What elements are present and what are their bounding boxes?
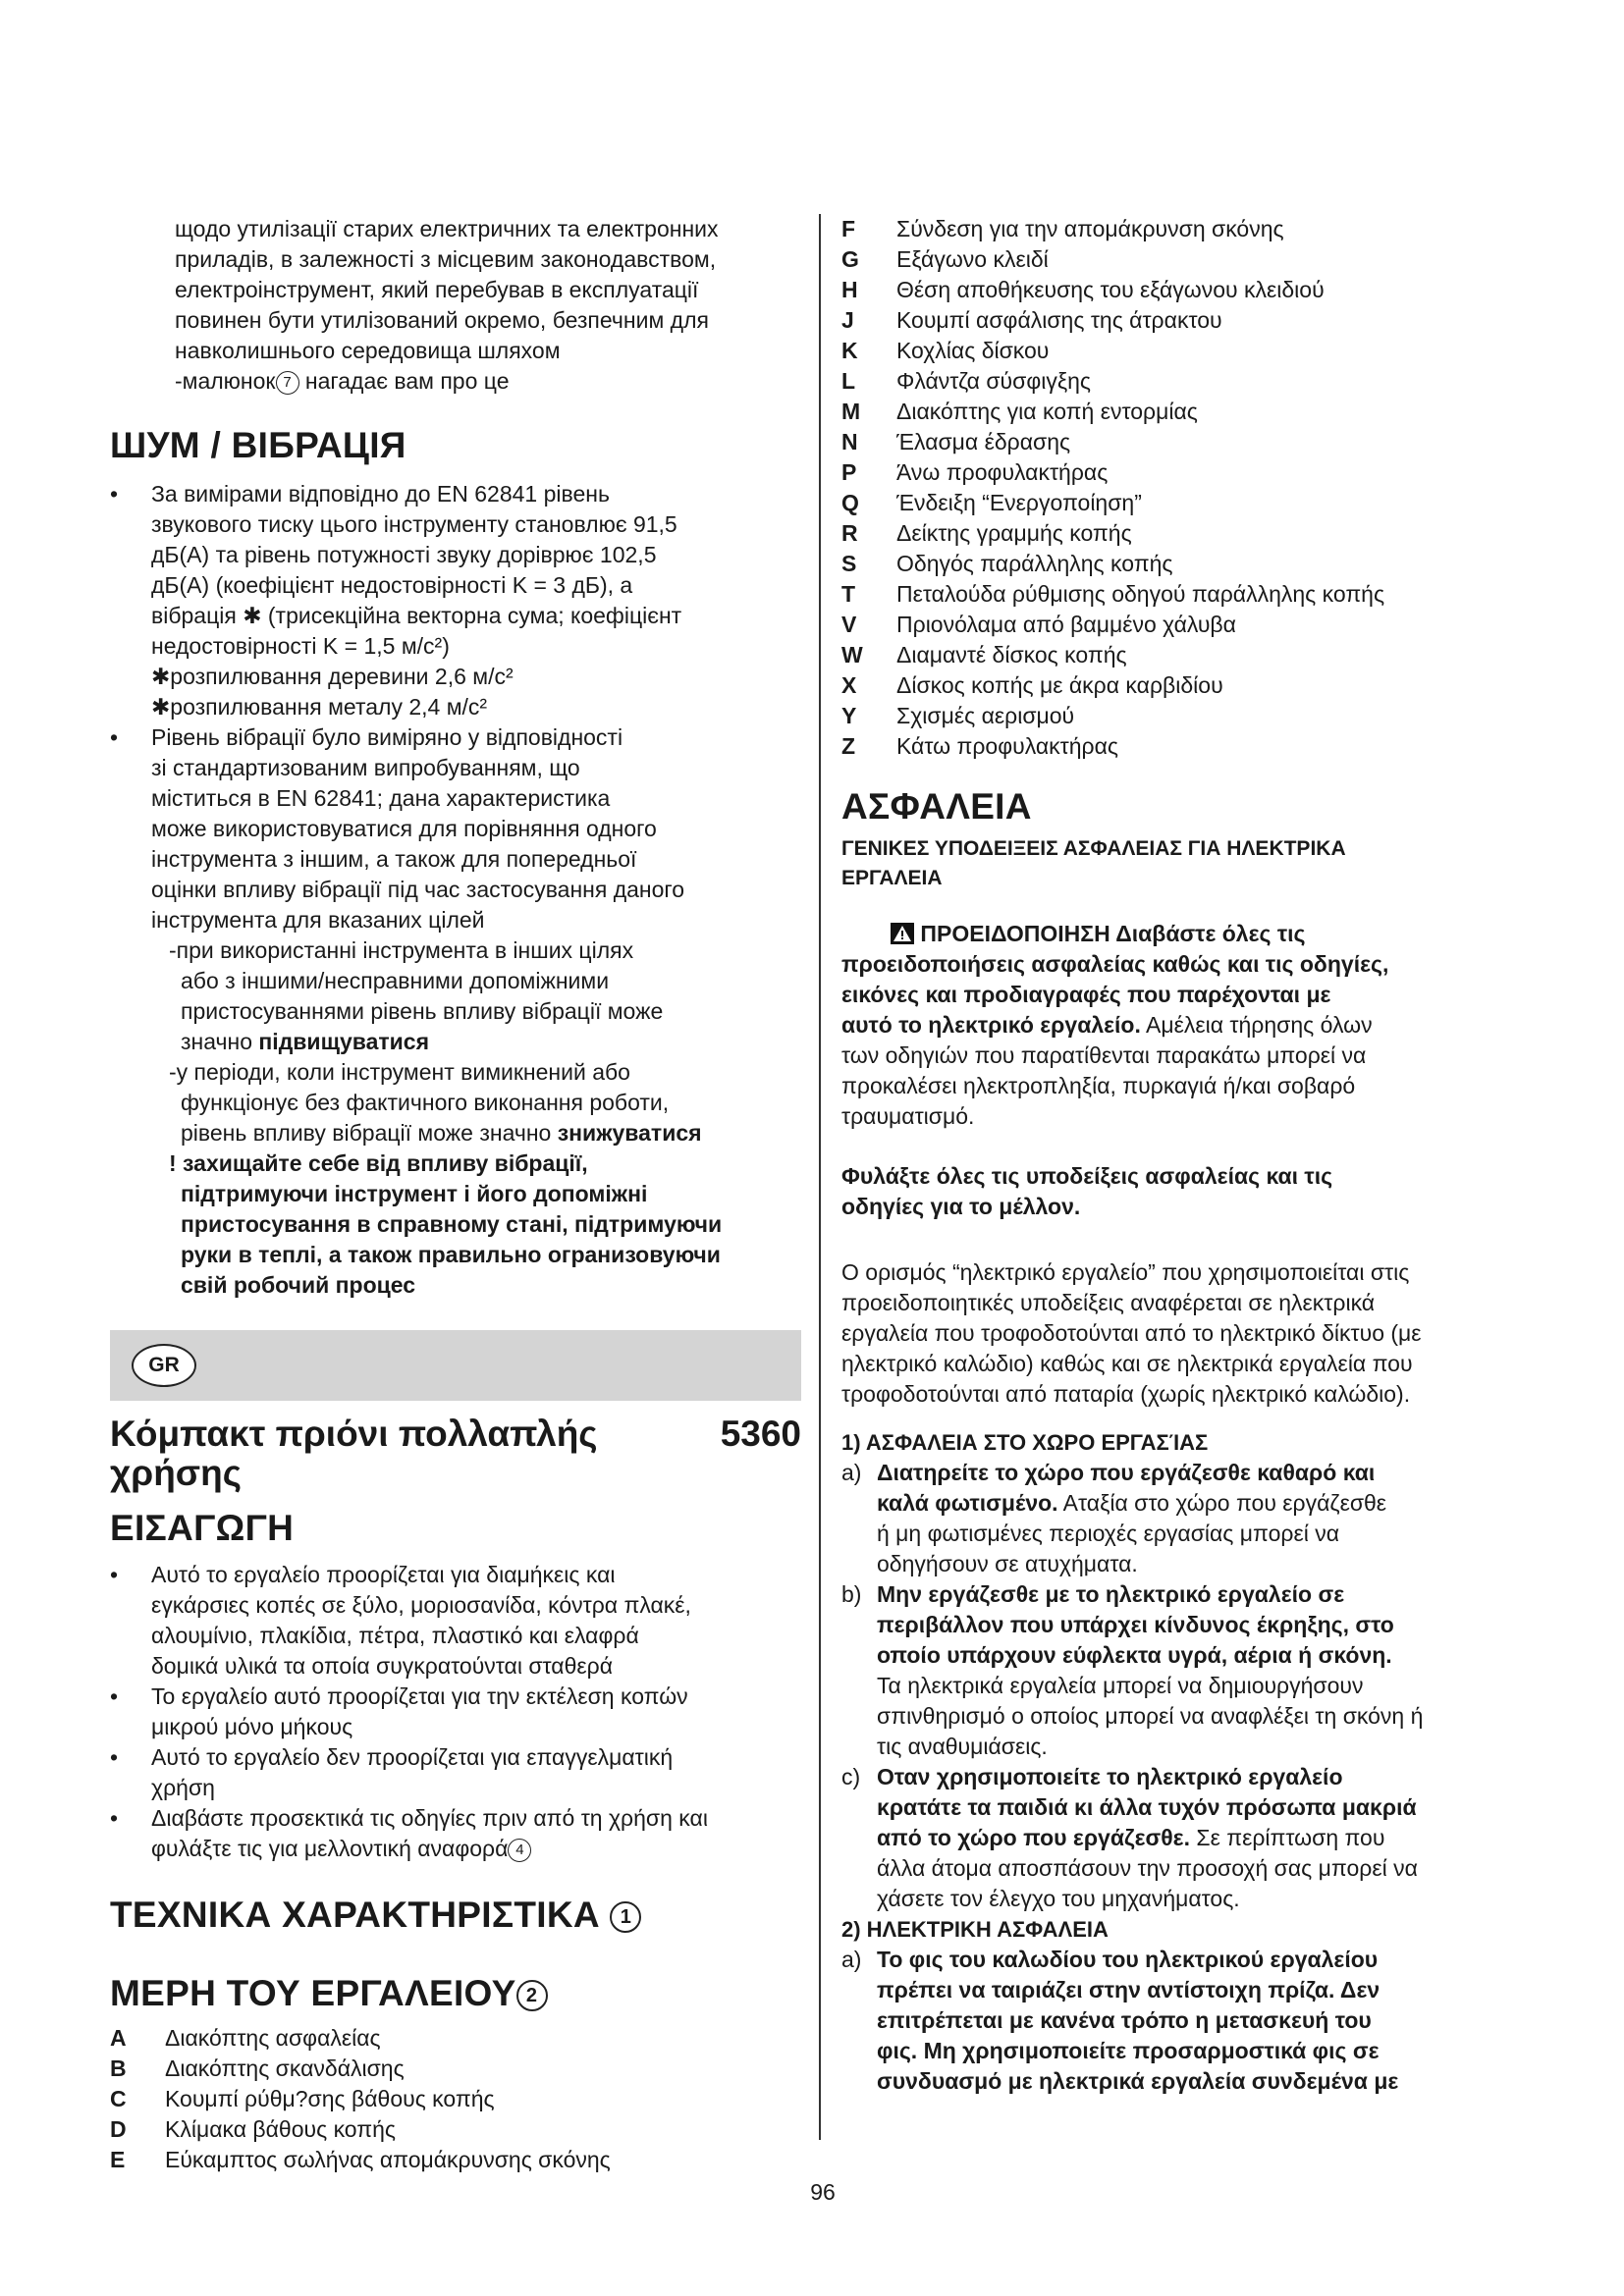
text-line: вібрація ✱ (трисекційна векторна сума; коефіцієнт [151, 603, 682, 628]
part-letter: J [841, 307, 854, 333]
text-line [877, 1488, 1529, 1519]
text-line: Το φις του καλωδίου του ηλεκτρικού εργαλείου [877, 1947, 1379, 1972]
text-line: Ο ορισμός “ηλεκτρικό εργαλείο” που χρησιμοποιείται στις [841, 1259, 1410, 1285]
intro-bullet-1 [110, 1560, 801, 1682]
part-letter: Y [841, 703, 857, 728]
part-item [841, 579, 1529, 610]
part-letter: G [841, 246, 859, 272]
language-bar [110, 1330, 801, 1401]
noise-vibration-heading: ШУМ / ВІБРАЦІЯ [110, 425, 406, 465]
part-label: Ένδειξη “Ενεργοποίηση” [896, 490, 1142, 515]
part-label: Σύνδεση για την απομάκρυνση σκόνης [896, 216, 1284, 241]
part-item [110, 2084, 801, 2114]
text-fragment: Αμέλεια τήρησης όλων [1140, 1012, 1373, 1038]
heading-text: ΤΕΧΝΙΚΑ ΧΑΡΑΚΤΗΡΙΣΤΙΚΑ [110, 1895, 600, 1935]
part-label: Κουμπί ρύθμ?σης βάθους κοπής [165, 2086, 495, 2111]
text-line: οδηγήσουν σε ατυχήματα. [877, 1551, 1138, 1576]
part-label: Φλάντζα σύσφιγξης [896, 368, 1092, 394]
part-label: Οδηγός παράλληλης κοπής [896, 551, 1173, 576]
text-line: εργαλεία που τροφοδοτούνται από το ηλεκτρικό δίκτυο (με [841, 1320, 1422, 1346]
text-line: άλλα άτομα αποσπάσουν την προσοχή σας μπορεί να [877, 1855, 1418, 1881]
part-letter: M [841, 399, 861, 424]
part-label: Κάτω προφυλακτήρας [896, 733, 1118, 759]
text-line [841, 1010, 1529, 1041]
part-letter: V [841, 612, 857, 637]
part-item [841, 670, 1529, 701]
part-letter: N [841, 429, 858, 454]
part-letter: B [110, 2056, 127, 2081]
text-line: ! захищайте себе від впливу вібрації, [169, 1150, 588, 1176]
text-fragment: Σε περίπτωση που [1189, 1825, 1385, 1850]
text-line: руки в теплі, а також правильно огранизовуючи [181, 1242, 721, 1267]
part-label: Διαμαντέ δίσκος κοπής [896, 642, 1127, 667]
text-line: των οδηγιών που παρατίθενται παρακάτω μπορεί να [841, 1042, 1367, 1068]
part-label: Θέση αποθήκευσης του εξάγωνου κλειδιού [896, 277, 1325, 302]
noise-sublist [110, 935, 801, 1301]
language-badge: GR [132, 1344, 196, 1387]
vibration-metal: ✱розпилювання металу 2,4 м/с² [151, 694, 488, 720]
text-fragment: рівень впливу вібрації може значно [181, 1120, 558, 1146]
text-line: звукового тиску цього інструменту становлює 91,5 [151, 511, 677, 537]
text-line: або з іншими/несправними допоміжними [181, 968, 610, 993]
part-label: Διακόπτης σκανδάλισης [165, 2056, 405, 2081]
safety-heading: ΑΣΦΑΛΕΙΑ [841, 786, 1032, 827]
text-line: інструмента з іншим, а також для попередньої [151, 846, 637, 872]
part-letter: W [841, 642, 863, 667]
rule-key: b) [841, 1581, 862, 1607]
text-line: функціонує без фактичного виконання роботи, [181, 1090, 670, 1115]
text-line: пристосування в справному стані, підтримуючи [181, 1211, 723, 1237]
part-item [841, 336, 1529, 366]
text-line: οδηγίες για το μέλλον. [841, 1194, 1081, 1219]
text-line: Μην εργάζεσθε με το ηλεκτρικό εργαλείο σε [877, 1581, 1345, 1607]
part-item [841, 731, 1529, 762]
text-line: • Διαβάστε προσεκτικά τις οδηγίες πριν από τη χρήση και [151, 1805, 708, 1831]
part-letter: P [841, 459, 857, 485]
rule-body [877, 1945, 1529, 2097]
text-line: περιβάλλον που υπάρχει κίνδυνος έκρηξης, στο [877, 1612, 1394, 1637]
text-fragment-bold: καλά φωτισμένο. [877, 1490, 1058, 1516]
part-item [841, 488, 1529, 518]
text-line [169, 1027, 801, 1057]
introduction-heading: ΕΙΣΑΓΩΓΗ [110, 1508, 295, 1548]
part-item [841, 244, 1529, 275]
text-line: дБ(A) (коефіцієнт недостовірності K = 3 дБ), а [151, 572, 633, 598]
text-fragment-bold: αυτό το ηλεκτρικό εργαλείο. [841, 1012, 1141, 1038]
rule-key: c) [841, 1764, 861, 1789]
text-fragment-bold: знижуватися [557, 1120, 702, 1146]
text-fragment: значно [181, 1029, 259, 1054]
text-line: πρέπει να ταιριάζει στην αντίστοιχη πρίζα. Δεν [877, 1977, 1380, 2002]
part-item [110, 2145, 801, 2175]
part-letter: L [841, 368, 856, 394]
text-line: προκαλέσει ηλεκτροπληξία, πυρκαγιά ή/και σοβαρό [841, 1073, 1356, 1098]
text-line: • Το εργαλείο αυτό προορίζεται για την εκτέλεση κοπών [151, 1683, 688, 1709]
text-fragment: φυλάξτε τις για μελλοντική αναφορά [151, 1836, 509, 1861]
part-item [841, 427, 1529, 457]
part-letter: D [110, 2116, 127, 2142]
text-line: σπινθηρισμό ο οποίος μπορεί να αναφλέξει τη σκόνη ή [877, 1703, 1424, 1729]
intro-bullet-2 [110, 1682, 801, 1742]
product-title-line: Κόμπακτ πριόνι πολλαπλής [110, 1414, 598, 1454]
rule-body [877, 1762, 1529, 1914]
part-item [841, 305, 1529, 336]
text-line: τροφοδοτούνται από παταρία (χωρίς ηλεκτρικό καλώδιο). [841, 1381, 1411, 1407]
part-letter: A [110, 2025, 127, 2051]
text-line [169, 1118, 801, 1148]
text-line: τραυματισμό. [841, 1103, 975, 1129]
work-area-safety-heading: 1) ΑΣΦΑΛΕΙΑ ΣΤΟ ΧΩΡΟ ΕΡΓΑΣΊΑΣ [841, 1430, 1209, 1455]
figure-ref-1: 1 [610, 1901, 641, 1933]
part-label: Έλασμα έδρασης [896, 429, 1071, 454]
technical-data-heading [110, 1894, 801, 1937]
product-title-line: χρήσης [110, 1453, 242, 1493]
text-line: φις. Μη χρησιμοποιείτε προσαρμοστικά φις σε [877, 2038, 1380, 2063]
text-fragment: -малюнок [175, 368, 276, 394]
part-letter: Q [841, 490, 859, 515]
part-letter: Z [841, 733, 856, 759]
rule-body [877, 1458, 1529, 1579]
keep-instructions [841, 1161, 1529, 1222]
part-letter: C [110, 2086, 127, 2111]
part-item [841, 610, 1529, 640]
part-item [841, 214, 1529, 244]
part-label: Κουμπί ασφάλισης της άτρακτου [896, 307, 1222, 333]
text-line: навколишнього середовища шляхом [175, 338, 561, 363]
warning-triangle-icon [891, 923, 914, 944]
text-line: ή μη φωτισμένες περιοχές εργασίας μπορεί να [877, 1521, 1340, 1546]
part-item [110, 2023, 801, 2054]
vibration-wood: ✱розпилювання деревини 2,6 м/с² [151, 664, 514, 689]
text-line: • Αυτό το εργαλείο προορίζεται για διαμήκεις και [151, 1562, 616, 1587]
text-line: -при використанні інструмента в інших цілях [169, 937, 634, 963]
text-line: Τα ηλεκτρικά εργαλεία μπορεί να δημιουργήσουν [877, 1673, 1364, 1698]
text-line [175, 366, 801, 397]
tool-parts-heading [110, 1972, 801, 2015]
column-divider [819, 214, 821, 2140]
rule-key: a) [841, 1947, 862, 1972]
text-line: -у періоди, коли інструмент вимикнений або [169, 1059, 630, 1085]
text-line: κρατάτε τα παιδιά κι άλλα τυχόν πρόσωπα μακριά [877, 1794, 1417, 1820]
part-item [841, 275, 1529, 305]
text-line: μικρού μόνο μήκους [151, 1714, 353, 1739]
electrical-safety-heading: 2) ΗΛΕΚΤΡΙΚΗ ΑΣΦΑΛΕΙΑ [841, 1917, 1109, 1942]
text-line: оцінки впливу вібрації під час застосування даного [151, 877, 685, 902]
text-line: ηλεκτρικό καλώδιο) καθώς και σε ηλεκτρικά εργαλεία που [841, 1351, 1413, 1376]
part-item [841, 701, 1529, 731]
part-letter: T [841, 581, 856, 607]
part-label: Δίσκος κοπής με άκρα καρβιδίου [896, 672, 1223, 698]
part-label: Κλίμακα βάθους κοπής [165, 2116, 396, 2142]
rule-1b [841, 1579, 1529, 1762]
part-item [110, 2114, 801, 2145]
definition-paragraph [841, 1257, 1529, 1410]
text-line: може використовуватися для порівняння одного [151, 816, 657, 841]
part-letter: H [841, 277, 858, 302]
text-line: недостовірності K = 1,5 м/с²) [151, 633, 450, 659]
part-item [841, 457, 1529, 488]
text-line: επιτρέπεται με κανένα τρόπο η μετασκευή του [877, 2007, 1372, 2033]
parts-list-left [110, 2023, 801, 2175]
text-line: міститься в EN 62841; дана характеристика [151, 785, 611, 811]
text-line [151, 1834, 801, 1864]
disposal-text [110, 214, 801, 397]
part-item [110, 2054, 801, 2084]
part-item [841, 366, 1529, 397]
part-item [841, 549, 1529, 579]
text-line: Φυλάξτε όλες τις υποδείξεις ασφαλείας και τις [841, 1163, 1333, 1189]
text-line: • Αυτό το εργαλείο δεν προορίζεται για επαγγελματική [151, 1744, 674, 1770]
text-line: щодо утилізації старих електричних та електронних [175, 216, 719, 241]
noise-bullet-2 [110, 722, 801, 935]
part-label: Άνω προφυλακτήρας [896, 459, 1109, 485]
part-letter: F [841, 216, 856, 241]
parts-list-right [841, 214, 1529, 762]
rule-body [877, 1579, 1529, 1762]
part-letter: R [841, 520, 858, 546]
part-letter: S [841, 551, 857, 576]
text-line: дБ(A) та рівень потужності звуку доріврює 102,5 [151, 542, 657, 567]
text-line: προειδοποιήσεις ασφαλείας καθώς και τις οδηγίες, [841, 951, 1389, 977]
part-label: Δείκτης γραμμής κοπής [896, 520, 1132, 546]
part-letter: X [841, 672, 857, 698]
text-line: електроінструмент, який перебував в експлуатації [175, 277, 699, 302]
text-fragment-bold: підвищуватися [258, 1029, 430, 1054]
text-line: εγκάρσιες κοπές σε ξύλο, μοριοσανίδα, κόντρα πλακέ, [151, 1592, 691, 1618]
text-line: Διατηρείτε το χώρο που εργάζεσθε καθαρό και [877, 1460, 1376, 1485]
text-line: οποίο υπάρχουν εύφλεκτα υγρά, αέρια ή σκόνη. [877, 1642, 1392, 1668]
figure-ref-4: 4 [508, 1839, 531, 1862]
text-line: τις αναθυμιάσεις. [877, 1734, 1048, 1759]
part-letter: K [841, 338, 858, 363]
text-fragment: ΠΡΟΕΙΔΟΠΟΙΗΣΗ Διαβάστε όλες τις [920, 921, 1306, 946]
text-fragment: Αταξία στο χώρο που εργάζεσθε [1057, 1490, 1387, 1516]
page-number: 96 [810, 2179, 836, 2205]
intro-bullet-4 [110, 1803, 801, 1864]
text-line: інструмента для вказаних цілей [151, 907, 485, 933]
rule-1a [841, 1458, 1529, 1579]
product-title-row [110, 1415, 801, 1493]
text-line: Οταν χρησιμοποιείτε το ηλεκτρικό εργαλείο [877, 1764, 1343, 1789]
part-item [841, 397, 1529, 427]
noise-bullet-1 [110, 479, 801, 722]
text-line: підтримуючи інструмент і його допоміжні [181, 1181, 648, 1206]
text-line: δομικά υλικά τα οποία συγκρατούνται σταθερά [151, 1653, 614, 1679]
part-label: Εύκαμπτος σωλήνας απομάκρυνσης σκόνης [165, 2147, 611, 2172]
text-line: • За вимірами відповідно до EN 62841 рівень [151, 481, 610, 507]
text-line: • Рівень вібрації було виміряно у відповідності [151, 724, 623, 750]
text-line: зі стандартизованим випробуванням, що [151, 755, 580, 780]
part-item [841, 640, 1529, 670]
text-line: свій робочий процес [181, 1272, 416, 1298]
text-fragment: нагадає вам про це [298, 368, 510, 394]
part-label: Εξάγωνο κλειδί [896, 246, 1049, 272]
safety-subheading [841, 834, 1529, 893]
text-line: пристосуваннями рівень впливу вібрації може [181, 998, 664, 1024]
right-column [841, 214, 1529, 2097]
text-line: приладів, в залежності з місцевим законодавством, [175, 246, 717, 272]
rule-1c [841, 1762, 1529, 1914]
left-column [110, 214, 801, 2175]
part-letter: E [110, 2147, 126, 2172]
part-label: Πριονόλαμα από βαμμένο χάλυβα [896, 612, 1236, 637]
rule-2a [841, 1945, 1529, 2097]
part-label: Πεταλούδα ρύθμισης οδηγού παράλληλης κοπής [896, 581, 1385, 607]
product-model: 5360 [720, 1414, 801, 1454]
text-line: χρήση [151, 1775, 215, 1800]
figure-ref-7: 7 [276, 371, 299, 395]
text-line: χάσετε τον έλεγχο του μηχανήματος. [877, 1886, 1240, 1911]
warning-block [841, 919, 1529, 1132]
part-item [841, 518, 1529, 549]
rule-key: a) [841, 1460, 862, 1485]
text-line: ΕΡΓΑΛΕΙΑ [841, 867, 943, 889]
heading-text: ΜΕΡΗ ΤΟΥ ΕΡΓΑΛΕΙΟΥ [110, 1973, 516, 2013]
product-title [110, 1415, 598, 1493]
text-line: αλουμίνιο, πλακίδια, πέτρα, πλαστικό και ελαφρά [151, 1623, 639, 1648]
text-line: εικόνες και προδιαγραφές που παρέχονται με [841, 982, 1331, 1007]
text-line [877, 1823, 1529, 1853]
part-label: Διακόπτης για κοπή εντορμίας [896, 399, 1198, 424]
figure-ref-2: 2 [516, 1980, 548, 2011]
text-line [841, 919, 1529, 949]
text-fragment-bold: από το χώρο που εργάζεσθε. [877, 1825, 1190, 1850]
text-line: συνδυασμό με ηλεκτρικά εργαλεία συνδεμένα με [877, 2068, 1399, 2094]
language-bar-bg [110, 1330, 801, 1401]
part-label: Κοχλίας δίσκου [896, 338, 1050, 363]
intro-bullet-3 [110, 1742, 801, 1803]
text-line: повинен бути утилізований окремо, безпечним для [175, 307, 709, 333]
text-line: προειδοποιητικές υποδείξεις αναφέρεται σε ηλεκτρικά [841, 1290, 1376, 1315]
text-line: ΓΕΝΙΚΕΣ ΥΠΟΔΕΙΞΕΙΣ ΑΣΦΑΛΕΙΑΣ ΓΙΑ ΗΛΕΚΤΡΙΚΑ [841, 837, 1346, 860]
part-label: Σχισμές αερισμού [896, 703, 1075, 728]
part-label: Διακόπτης ασφαλείας [165, 2025, 381, 2051]
